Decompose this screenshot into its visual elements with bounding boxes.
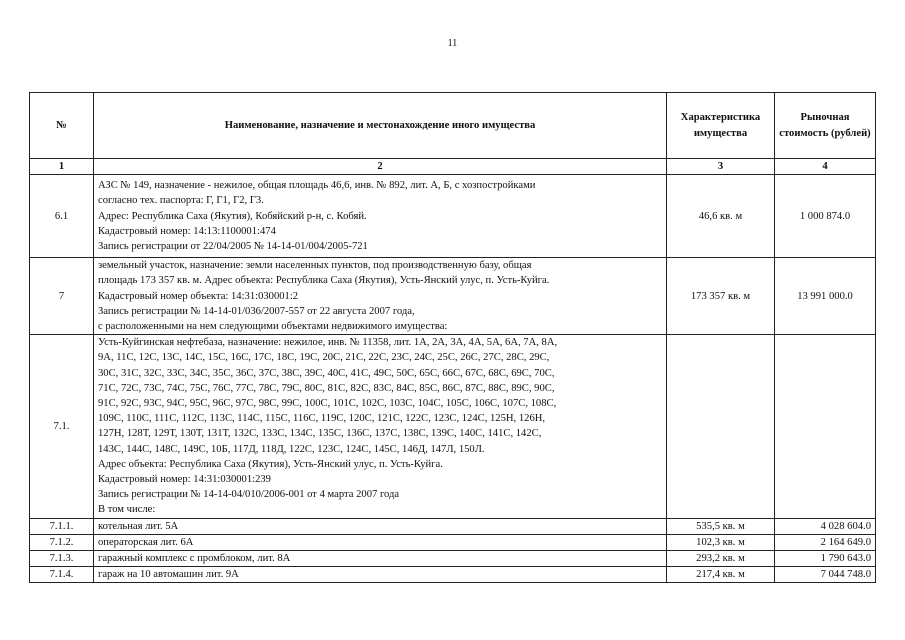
row-characteristic: 293,2 кв. м xyxy=(667,551,775,567)
row-characteristic: 217,4 кв. м xyxy=(667,567,775,583)
table-row xyxy=(30,258,876,335)
row-value xyxy=(775,335,876,518)
property-table xyxy=(29,92,876,583)
description-line: земельный участок, назначение: земли населенных пунктов, под производственную базу, общая xyxy=(98,260,532,272)
row-number: 7.1.1. xyxy=(30,518,94,534)
table-row xyxy=(30,335,876,518)
column-number: 4 xyxy=(775,159,876,175)
row-number: 7.1.3. xyxy=(30,551,94,567)
description-line: Кадастровый номер: 14:13:1100001:474 xyxy=(98,225,276,237)
column-number: 2 xyxy=(94,159,667,175)
row-value: 1 790 643.0 xyxy=(775,551,876,567)
header-no: № xyxy=(30,93,94,159)
row-value: 4 028 604.0 xyxy=(775,518,876,534)
header-characteristic: Характеристика имущества xyxy=(667,93,775,159)
row-characteristic xyxy=(667,335,775,518)
row-description: котельная лит. 5А xyxy=(94,518,667,534)
row-description xyxy=(94,175,667,258)
description-line: АЗС № 149, назначение - нежилое, общая площадь 46,6, инв. № 892, лит. А, Б, с хозпостройками xyxy=(98,180,536,192)
description-line: 9А, 11С, 12С, 13С, 14С, 15С, 16С, 17С, 18С, 19С, 20С, 21С, 22С, 23С, 24С, 25С, 26С, 27С, 28С, 29С, xyxy=(98,352,550,364)
row-description xyxy=(94,335,667,518)
header-row xyxy=(30,93,876,159)
row-number: 7.1.4. xyxy=(30,567,94,583)
row-characteristic: 46,6 кв. м xyxy=(667,175,775,258)
description-line: 109С, 110С, 111С, 112С, 113С, 114С, 115С, 116С, 119С, 120С, 121С, 122С, 123С, 124С, 125Н, 126Н, xyxy=(98,413,546,425)
description-line: Запись регистрации № 14-14-04/010/2006-001 от 4 марта 2007 года xyxy=(98,489,400,501)
description-line: 30С, 31С, 32С, 33С, 34С, 35С, 36С, 37С, 38С, 39С, 40С, 41С, 49С, 50С, 65С, 66С, 67С, 68С, 69С, 70С, xyxy=(98,367,555,379)
row-number: 6.1 xyxy=(30,175,94,258)
description-line: 143С, 144С, 148С, 149С, 10Б, 117Д, 118Д, 122С, 123С, 124С, 145С, 146Д, 147Л, 150Л. xyxy=(98,443,485,455)
row-description xyxy=(94,258,667,335)
row-description: операторская лит. 6А xyxy=(94,534,667,550)
description-line: Кадастровый номер: 14:31:030001:239 xyxy=(98,474,271,486)
header-market-value: Рыночная стоимость (рублей) xyxy=(775,93,876,159)
description-line: 71С, 72С, 73С, 74С, 75С, 76С, 77С, 78С, 79С, 80С, 81С, 82С, 83С, 84С, 85С, 86С, 87С, 88С, 89С, 90С, xyxy=(98,382,555,394)
row-description: гаражный комплекс с промблоком, лит. 8А xyxy=(94,551,667,567)
row-characteristic: 173 357 кв. м xyxy=(667,258,775,335)
description-line: согласно тех. паспорта: Г, Г1, Г2, Г3. xyxy=(98,195,264,207)
row-value: 2 164 649.0 xyxy=(775,534,876,550)
row-number: 7.1. xyxy=(30,335,94,518)
description-line: Адрес: Республика Саха (Якутия), Кобяйский р-н, с. Кобяй. xyxy=(98,210,367,222)
header-name: Наименование, назначение и местонахождение иного имущества xyxy=(94,93,667,159)
table-row xyxy=(30,518,876,534)
description-line: Адрес объекта: Республика Саха (Якутия), Усть-Янский улус, п. Усть-Куйга. xyxy=(98,458,443,470)
description-line: площадь 173 357 кв. м. Адрес объекта: Республика Саха (Якутия), Усть-Янский улус, п. Усть-Куйга. xyxy=(98,275,550,287)
row-value: 1 000 874.0 xyxy=(775,175,876,258)
description-line: Запись регистрации № 14-14-01/036/2007-557 от 22 августа 2007 года, xyxy=(98,305,415,317)
column-number: 1 xyxy=(30,159,94,175)
description-line: 91С, 92С, 93С, 94С, 95С, 96С, 97С, 98С, 99С, 100С, 101С, 102С, 103С, 104С, 105С, 106С, 107С, 108С, xyxy=(98,398,557,410)
row-description: гараж на 10 автомашин лит. 9А xyxy=(94,567,667,583)
description-line: Кадастровый номер объекта: 14:31:030001:2 xyxy=(98,290,299,302)
row-value: 7 044 748.0 xyxy=(775,567,876,583)
column-number-row xyxy=(30,159,876,175)
column-number: 3 xyxy=(667,159,775,175)
table-row xyxy=(30,551,876,567)
page-number: 11 xyxy=(447,38,458,49)
table-row xyxy=(30,534,876,550)
table-row xyxy=(30,175,876,258)
row-number: 7.1.2. xyxy=(30,534,94,550)
row-value: 13 991 000.0 xyxy=(775,258,876,335)
description-line: с расположенными на нем следующими объектами недвижимого имущества: xyxy=(98,321,448,333)
row-characteristic: 102,3 кв. м xyxy=(667,534,775,550)
row-characteristic: 535,5 кв. м xyxy=(667,518,775,534)
row-number: 7 xyxy=(30,258,94,335)
description-line: Запись регистрации от 22/04/2005 № 14-14-01/004/2005-721 xyxy=(98,241,368,252)
description-line: 127Н, 128Т, 129Т, 130Т, 131Т, 132С, 133С, 134С, 135С, 136С, 137С, 138С, 139С, 140С, 141С, 142С, xyxy=(98,428,542,440)
table-row xyxy=(30,567,876,583)
description-line: Усть-Куйгинская нефтебаза, назначение: нежилое, инв. № 11358, лит. 1А, 2А, 3А, 4А, 5А, 6А, 7А, 8А, xyxy=(98,337,558,349)
description-line: В том числе: xyxy=(98,504,156,516)
